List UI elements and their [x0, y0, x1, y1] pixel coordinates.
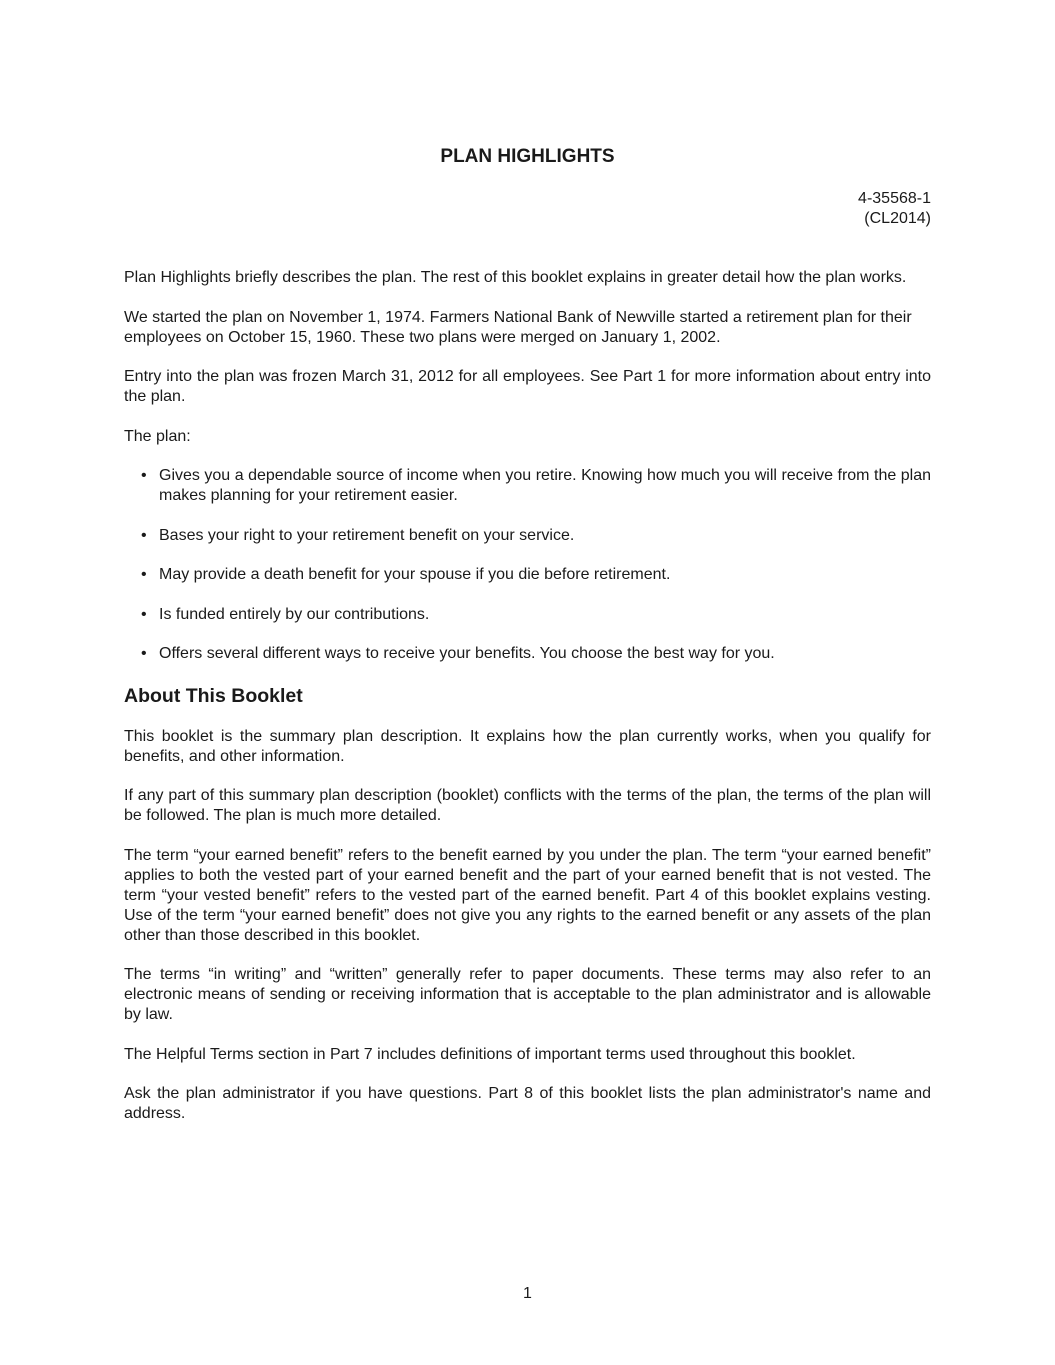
list-item [124, 605, 931, 625]
list-item-text: Bases your right to your retirement benefit on your service. [159, 526, 575, 544]
page-number: 1 [523, 1285, 532, 1302]
section-paragraph: The term “your earned benefit” refers to the benefit earned by you under the plan. The term “your earned benefit” applies to both the vested part of your earned benefit and the part of your earned benefit that is not vested. The term “your vested benefit” refers to the vested part of the earned benefit. Part 4 of this booklet explains vesting. Use of the term “your earned benefit” does not give you any rights to the earned benefit or any assets of the plan other than those described in this booklet. [124, 846, 931, 944]
bullet-icon: • [141, 605, 147, 623]
section-paragraph: The Helpful Terms section in Part 7 includes definitions of important terms used throughout this booklet. [124, 1045, 856, 1063]
intro-paragraph: Entry into the plan was frozen March 31, 2012 for all employees. See Part 1 for more information about entry into the plan. [124, 368, 931, 405]
list-item-text: Is funded entirely by our contributions. [159, 605, 430, 623]
bullet-icon: • [141, 566, 147, 583]
list-item [124, 565, 931, 585]
section-paragraph: If any part of this summary plan description (booklet) conflicts with the terms of the plan, the terms of the plan will be followed. The plan is much more detailed. [124, 787, 931, 824]
section-paragraph: Ask the plan administrator if you have questions. Part 8 of this booklet lists the plan administrator's name and address. [124, 1085, 931, 1122]
list-item-text: Offers several different ways to receive your benefits. You choose the best way for you. [159, 645, 775, 662]
intro-paragraph: The plan: [124, 427, 191, 445]
document-identifier [858, 189, 931, 229]
document-page [124, 0, 931, 1365]
document-body [124, 268, 931, 1144]
list-item-text: Gives you a dependable source of income when you retire. Knowing how much you will receive from the plan makes planning for your retirement easier. [159, 467, 931, 504]
bullet-icon: • [141, 467, 147, 484]
list-item-text: May provide a death benefit for your spouse if you die before retirement. [159, 566, 671, 583]
bullet-icon: • [141, 645, 147, 662]
intro-paragraph: Plan Highlights briefly describes the plan. The rest of this booklet explains in greater detail how the plan works. [124, 269, 907, 286]
document-number: 4-35568-1 [858, 190, 931, 207]
section-paragraph: The terms “in writing” and “written” generally refer to paper documents. These terms may also refer to an electronic means of sending or receiving information that is acceptable to the plan administrator and is allowable by law. [124, 966, 931, 1023]
document-code: (CL2014) [864, 210, 931, 227]
list-item [124, 466, 931, 506]
plan-features-list [124, 466, 931, 664]
page-title: PLAN HIGHLIGHTS [440, 146, 615, 167]
list-item [124, 644, 931, 664]
section-heading: About This Booklet [124, 684, 303, 707]
section-paragraph: This booklet is the summary plan description. It explains how the plan currently works, when you qualify for benefits, and other information. [124, 727, 931, 765]
intro-paragraph: We started the plan on November 1, 1974. Farmers National Bank of Newville started a retirement plan for their employees on October 15, 1960. These two plans were merged on January 1, 2002. [124, 308, 912, 346]
bullet-icon: • [141, 526, 147, 544]
list-item [124, 526, 931, 546]
